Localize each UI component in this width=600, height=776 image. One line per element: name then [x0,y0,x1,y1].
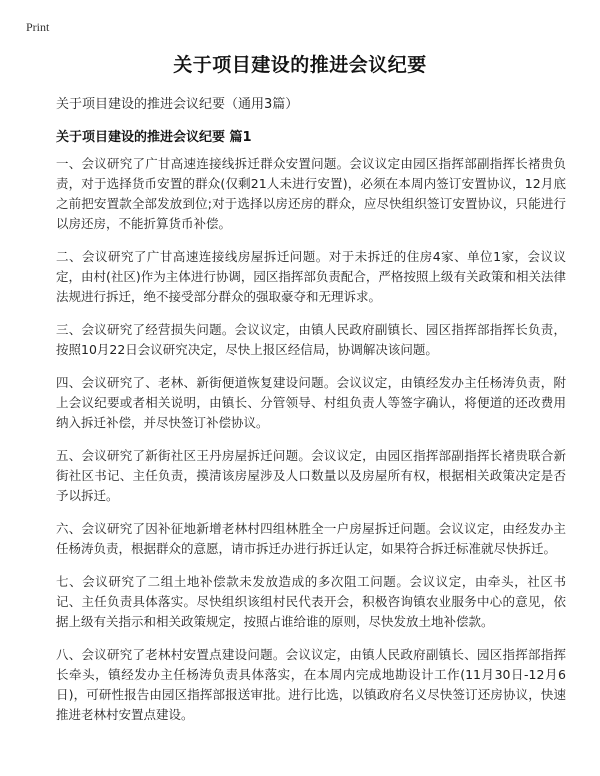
paragraph-7: 七、会议研究了二组土地补偿款未发放造成的多次阻工问题。会议议定，由牵头，社区书记、主任负责具体落实。尽快组织该组村民代表开会，积极咨询镇农业服务中心的意见，依据上级有关指示和相关政策规定，按照占谁给谁的原则，尽快发放土地补偿款。 [56,574,566,629]
paragraph-2: 二、会议研究了广甘高速连接线房屋拆迁问题。对于未拆迁的住房4家、单位1家，会议议定，由村(社区)作为主体进行协调，园区指挥部负责配合，严格按照上级有关政策和相关法律法规进行拆迁，绝不接受部分群众的强取豪夺和无理诉求。 [56,249,566,304]
paragraph-5: 五、会议研究了新街社区王丹房屋拆迁问题。会议议定，由园区指挥部副指挥长褚贵联合新街社区书记、主任负责，摸清该房屋涉及人口数量以及房屋所有权，根据相关政策决定是否予以拆迁。 [56,448,566,503]
document-body [56,154,566,738]
print-link[interactable]: Print [26,20,50,34]
paragraph-8: 八、会议研究了老林村安置点建设问题。会议议定，由镇人民政府副镇长、园区指挥部指挥长牵头，镇经发办主任杨涛负责具体落实，在本周内完成地勘设计工作(11月30日-12月6日)，可研性报告由园区指挥部报送审批。进行比选，以镇政府名义尽快签订还房协议，快速推进老林村安置点建设。 [56,647,566,722]
document-subtitle: 关于项目建设的推进会议纪要（通用3篇） [56,97,299,112]
section-heading: 关于项目建设的推进会议纪要 篇1 [56,130,252,145]
paragraph-6: 六、会议研究了因补征地新增老林村四组林胜全一户房屋拆迁问题。会议议定，由经发办主任杨涛负责，根据群众的意愿，请市拆迁办进行拆迁认定，如果符合拆迁标准就尽快拆迁。 [56,521,566,556]
document-title: 关于项目建设的推进会议纪要 [173,54,427,76]
paragraph-3: 三、会议研究了经营损失问题。会议议定，由镇人民政府副镇长、园区指挥部指挥长负责，按照10月22日会议研究决定，尽快上报区经信局，协调解决该问题。 [56,322,566,357]
paragraph-4: 四、会议研究了、老林、新街便道恢复建设问题。会议议定，由镇经发办主任杨涛负责，附上会议纪要或者相关说明，由镇长、分管领导、村组负责人等签字确认，将便道的还改费用纳入拆迁补偿，并尽快签订补偿协议。 [56,375,566,430]
paragraph-1: 一、会议研究了广甘高速连接线拆迁群众安置问题。会议议定由园区指挥部副指挥长褚贵负责，对于选择货币安置的群众(仅剩21人未进行安置)，必须在本周内签订安置协议，12月底之前把安置款全部发放到位;对于选择以房还房的群众，应尽快组织签订安置协议，只能进行以房还房，不能折算货币补偿。 [56,156,566,231]
